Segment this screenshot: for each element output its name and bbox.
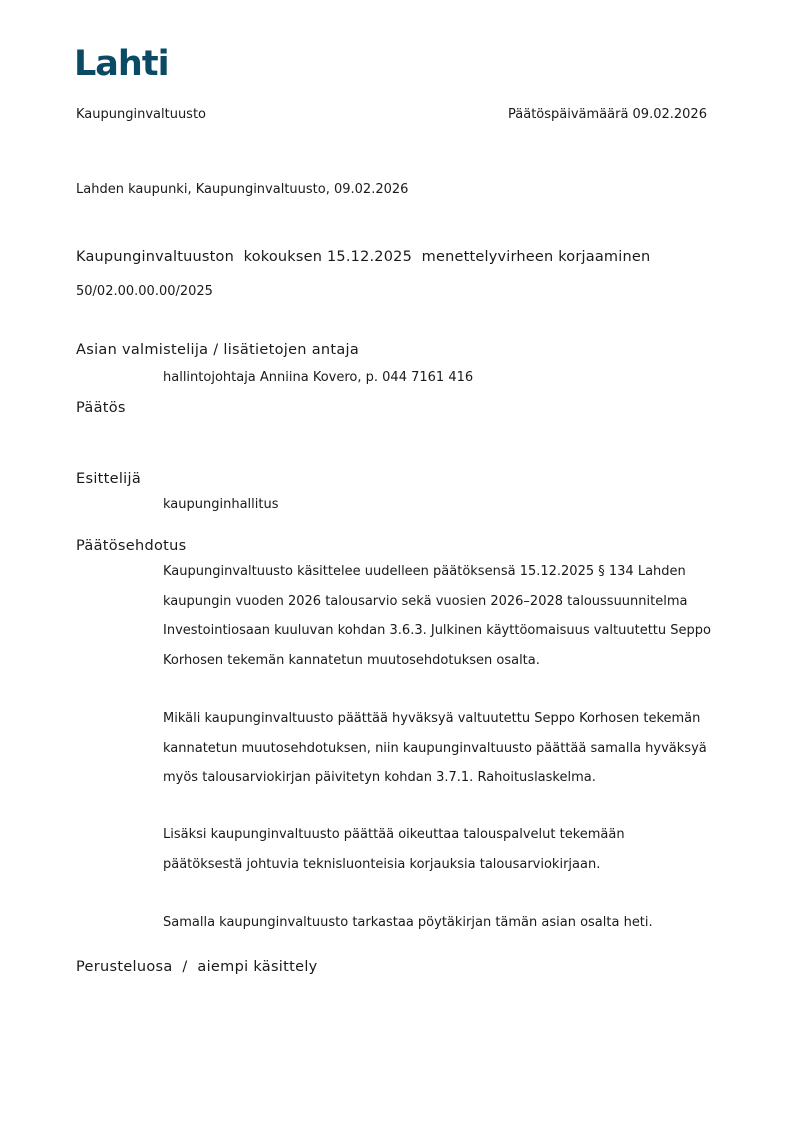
proposal-paragraph [163, 557, 723, 675]
location-line: Lahden kaupunki, Kaupunginvaltuusto, 09.02.2026 [76, 182, 409, 197]
background-heading: Perusteluosa / aiempi käsittely [76, 959, 318, 975]
lahti-logo: Lahti [74, 44, 169, 84]
proposal-paragraph [163, 704, 723, 793]
proposal-paragraph [163, 820, 723, 879]
proposal-line: kannatetun muutosehdotuksen, niin kaupunginvaltuusto päättää samalla hyväksyä [163, 740, 707, 756]
proposal-paragraph [163, 908, 723, 938]
proposal-line: Kaupunginvaltuusto käsittelee uudelleen päätöksensä 15.12.2025 § 134 Lahden [163, 564, 686, 579]
document-title: Kaupunginvaltuuston kokouksen 15.12.2025 menettelyvirheen korjaaminen [76, 249, 651, 265]
preparer-value: hallintojohtaja Anniina Kovero, p. 044 7161 416 [163, 370, 474, 385]
proposal-line: Lisäksi kaupunginvaltuusto päättää oikeuttaa talouspalvelut tekemään [163, 827, 625, 842]
proposal-line: päätöksestä johtuvia teknisluonteisia korjauksia talousarviokirjaan. [163, 856, 601, 872]
proposal-line: Investointiosaan kuuluvan kohdan 3.6.3. Julkinen käyttöomaisuus valtuutettu Seppo [163, 623, 711, 638]
proposal-line: myös talousarviokirjan päivitetyn kohdan 3.7.1. Rahoituslaskelma. [163, 770, 596, 785]
proposal-line: kaupungin vuoden 2026 talousarvio sekä vuosien 2026–2028 taloussuunnitelma [163, 593, 688, 609]
preparer-heading: Asian valmistelija / lisätietojen antaja [76, 342, 360, 358]
record-id: 50/02.00.00.00/2025 [76, 284, 213, 299]
proposal-line: Mikäli kaupunginvaltuusto päättää hyväksyä valtuutettu Seppo Korhosen tekemän [163, 711, 701, 726]
proposal-line: Samalla kaupunginvaltuusto tarkastaa pöytäkirjan tämän asian osalta heti. [163, 915, 653, 930]
presenter-value: kaupunginhallitus [163, 497, 279, 512]
proposal-heading: Päätösehdotus [76, 538, 187, 554]
proposal-line: Korhosen tekemän kannatetun muutosehdotuksen osalta. [163, 652, 540, 668]
presenter-heading: Esittelijä [76, 471, 142, 487]
body-name: Kaupunginvaltuusto [76, 107, 207, 122]
decision-date: Päätöspäivämäärä 09.02.2026 [508, 107, 707, 122]
decision-heading: Päätös [76, 400, 126, 416]
